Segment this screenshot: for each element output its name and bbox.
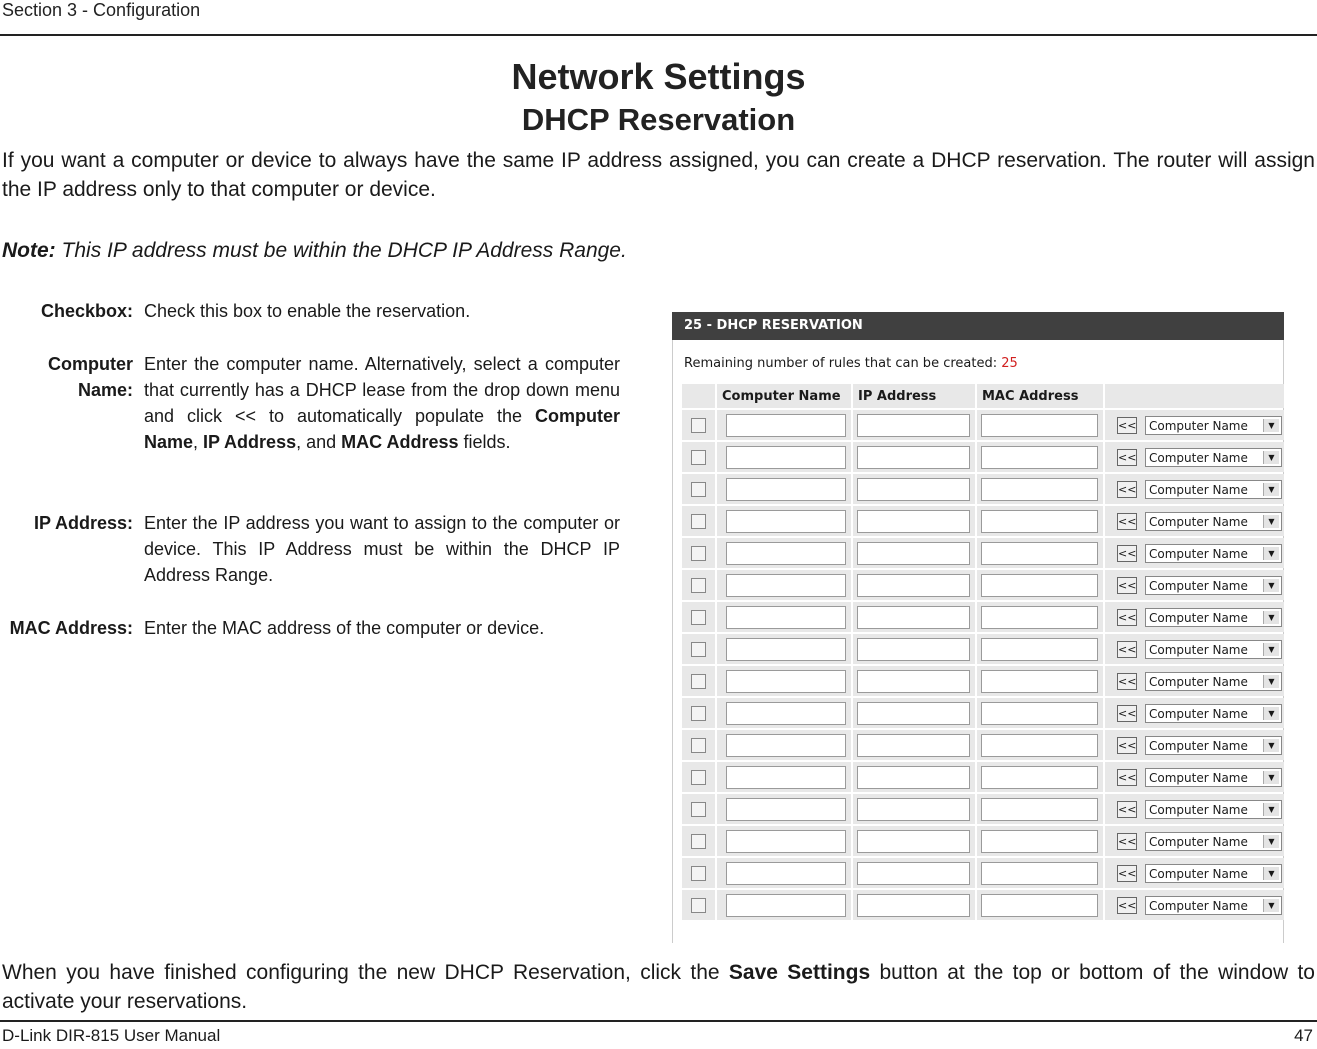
table-row [682,410,1284,440]
ip-address-input[interactable] [857,446,970,469]
bottom-divider [0,1020,1317,1022]
computer-name-cell [717,602,851,632]
copy-select-group [1105,768,1284,787]
select-value: Computer Name [1149,514,1248,529]
ip-address-input[interactable] [857,574,970,597]
chevron-down-icon: ▼ [1263,611,1279,624]
enable-checkbox[interactable] [691,706,706,721]
computer-name-select[interactable] [1145,864,1282,883]
chevron-down-icon: ▼ [1263,707,1279,720]
copy-select-group [1105,640,1284,659]
select-value: Computer Name [1149,418,1248,433]
copy-select-group [1105,512,1284,531]
computer-name-cell [717,410,851,440]
ip-address-cell [853,858,975,888]
enable-checkbox[interactable] [691,578,706,593]
ip-address-cell [853,826,975,856]
table-row [682,698,1284,728]
mac-address-input[interactable] [981,766,1098,789]
computer-name-select[interactable] [1145,416,1282,435]
select-cell [1105,570,1284,600]
definition-desc: Check this box to enable the reservation. [144,301,471,321]
ip-address-input[interactable] [857,766,970,789]
mac-address-input[interactable] [981,862,1098,885]
select-value: Computer Name [1149,642,1248,657]
table-row [682,794,1284,824]
copy-select-group [1105,736,1284,755]
footer-manual-title: D-Link DIR-815 User Manual [2,1026,221,1045]
copy-select-group [1105,480,1284,499]
ip-address-cell [853,442,975,472]
ip-address-cell [853,666,975,696]
ip-address-input[interactable] [857,670,970,693]
computer-name-select[interactable] [1145,736,1282,755]
enable-checkbox[interactable] [691,514,706,529]
enable-checkbox[interactable] [691,802,706,817]
remaining-count: 25 [1001,356,1018,371]
ip-address-cell [853,602,975,632]
ip-address-cell [853,634,975,664]
ip-address-input[interactable] [857,798,970,821]
select-value: Computer Name [1149,578,1248,593]
mac-address-input[interactable] [981,638,1098,661]
computer-name-select[interactable] [1145,448,1282,467]
section-header: Section 3 - Configuration [2,0,201,20]
copy-select-group [1105,608,1284,627]
computer-name-select[interactable] [1145,768,1282,787]
mac-address-cell [977,442,1103,472]
mac-address-cell [977,634,1103,664]
computer-name-input[interactable] [726,638,846,661]
enable-checkbox[interactable] [691,866,706,881]
enable-cell [682,474,715,504]
mac-address-input[interactable] [981,734,1098,757]
computer-name-input[interactable] [726,862,846,885]
definition-term: IP Address: [33,513,133,533]
computer-name-input[interactable] [726,478,846,501]
computer-name-input[interactable] [726,766,846,789]
mac-address-cell [977,730,1103,760]
ip-address-input[interactable] [857,734,970,757]
column-header-computer-name: Computer Name [717,384,851,408]
copy-to-fields-button[interactable]: << [1118,770,1137,784]
chevron-down-icon: ▼ [1263,547,1279,560]
enable-checkbox[interactable] [691,834,706,849]
mac-address-input[interactable] [981,574,1098,597]
computer-name-select[interactable] [1145,672,1282,691]
computer-name-cell [717,858,851,888]
copy-to-fields-button[interactable]: << [1118,514,1137,528]
remaining-rules [673,340,1283,382]
table-row [682,890,1284,920]
column-header-enable [682,384,715,408]
desc-bold: IP Address [203,432,297,452]
select-value: Computer Name [1149,674,1248,689]
select-value: Computer Name [1149,610,1248,625]
table-row [682,730,1284,760]
definition-desc: Enter the MAC address of the computer or device. [144,618,545,638]
enable-checkbox[interactable] [691,738,706,753]
copy-to-fields-button[interactable]: << [1118,450,1137,464]
ip-address-input[interactable] [857,510,970,533]
computer-name-input[interactable] [726,542,846,565]
enable-cell [682,506,715,536]
ip-address-cell [853,538,975,568]
computer-name-cell [717,730,851,760]
enable-cell [682,634,715,664]
column-header-select [1105,384,1284,408]
computer-name-select[interactable] [1145,512,1282,531]
select-value: Computer Name [1149,450,1248,465]
definition-desc [144,351,620,455]
select-value: Computer Name [1149,482,1248,497]
ip-address-input[interactable] [857,542,970,565]
copy-select-group [1105,448,1284,467]
select-cell [1105,858,1284,888]
chevron-down-icon: ▼ [1263,771,1279,784]
enable-cell [682,602,715,632]
mac-address-cell [977,762,1103,792]
computer-name-input[interactable] [726,702,846,725]
computer-name-cell [717,762,851,792]
select-value: Computer Name [1149,834,1248,849]
enable-cell [682,538,715,568]
definition-term [0,351,133,403]
copy-select-group [1105,864,1284,883]
select-cell [1105,826,1284,856]
copy-to-fields-button[interactable]: << [1118,546,1137,560]
select-cell [1105,538,1284,568]
mac-address-cell [977,474,1103,504]
table-row [682,570,1284,600]
select-value: Computer Name [1149,770,1248,785]
table-row [682,506,1284,536]
copy-to-fields-button[interactable]: << [1118,834,1137,848]
mac-address-input[interactable] [981,606,1098,629]
mac-address-cell [977,538,1103,568]
copy-to-fields-button[interactable]: << [1118,578,1137,592]
enable-checkbox[interactable] [691,610,706,625]
select-cell [1105,474,1284,504]
computer-name-select[interactable] [1145,800,1282,819]
desc-bold: Computer Name [144,406,620,452]
ip-address-input[interactable] [857,830,970,853]
chevron-down-icon: ▼ [1263,483,1279,496]
computer-name-input[interactable] [726,510,846,533]
computer-name-cell [717,826,851,856]
table-header-row [682,384,1284,408]
enable-cell [682,410,715,440]
intro-paragraph: If you want a computer or device to always have the same IP address assigned, you can create a DHCP reservation. The router will assign the IP address only to that computer or device. [2,149,1315,201]
copy-to-fields-button[interactable]: << [1118,642,1137,656]
copy-to-fields-button[interactable]: << [1118,418,1137,432]
computer-name-cell [717,506,851,536]
computer-name-select[interactable] [1145,608,1282,627]
computer-name-input[interactable] [726,446,846,469]
chevron-down-icon: ▼ [1263,579,1279,592]
term-line: Computer [48,354,133,374]
ip-address-cell [853,506,975,536]
computer-name-cell [717,634,851,664]
chevron-down-icon: ▼ [1263,515,1279,528]
computer-name-cell [717,570,851,600]
select-cell [1105,410,1284,440]
mac-address-input[interactable] [981,446,1098,469]
select-cell [1105,666,1284,696]
copy-to-fields-button[interactable]: << [1118,610,1137,624]
copy-select-group [1105,672,1284,691]
computer-name-input[interactable] [726,830,846,853]
copy-to-fields-button[interactable]: << [1118,866,1137,880]
computer-name-select[interactable] [1145,544,1282,563]
copy-select-group [1105,416,1284,435]
select-value: Computer Name [1149,706,1248,721]
select-cell [1105,634,1284,664]
enable-cell [682,666,715,696]
enable-checkbox[interactable] [691,450,706,465]
mac-address-cell [977,826,1103,856]
computer-name-input[interactable] [726,670,846,693]
mac-address-cell [977,570,1103,600]
enable-checkbox[interactable] [691,898,706,913]
enable-checkbox[interactable] [691,674,706,689]
copy-select-group [1105,544,1284,563]
table-row [682,602,1284,632]
enable-cell [682,442,715,472]
copy-to-fields-button[interactable]: << [1118,706,1137,720]
ip-address-cell [853,474,975,504]
computer-name-input[interactable] [726,798,846,821]
page-subtitle: DHCP Reservation [521,102,796,137]
copy-to-fields-button[interactable]: << [1118,898,1137,912]
mac-address-cell [977,506,1103,536]
chevron-down-icon: ▼ [1263,419,1279,432]
enable-cell [682,730,715,760]
ip-address-cell [853,410,975,440]
select-value: Computer Name [1149,898,1248,913]
enable-cell [682,698,715,728]
table-row [682,474,1284,504]
remaining-label: Remaining number of rules that can be created: [684,356,998,371]
select-value: Computer Name [1149,546,1248,561]
summary-paragraph [2,958,1315,1016]
chevron-down-icon: ▼ [1263,451,1279,464]
computer-name-cell [717,442,851,472]
chevron-down-icon: ▼ [1263,835,1279,848]
enable-checkbox[interactable] [691,642,706,657]
copy-to-fields-button[interactable]: << [1118,674,1137,688]
summary-text: button at the top or bottom of the window to activate your reservations. [2,961,1315,1013]
note-label: Note: [2,239,56,262]
select-value: Computer Name [1149,802,1248,817]
enable-checkbox[interactable] [691,770,706,785]
select-value: Computer Name [1149,738,1248,753]
chevron-down-icon: ▼ [1263,643,1279,656]
panel-heading: 25 - DHCP RESERVATION [672,312,1284,340]
definition-term: MAC Address: [9,618,133,638]
copy-to-fields-button[interactable]: << [1118,738,1137,752]
ip-address-cell [853,890,975,920]
enable-cell [682,794,715,824]
enable-checkbox[interactable] [691,546,706,561]
top-divider [0,34,1317,36]
ip-address-input[interactable] [857,478,970,501]
table-row [682,442,1284,472]
ip-address-input[interactable] [857,894,970,917]
computer-name-input[interactable] [726,894,846,917]
definition-desc: Enter the IP address you want to assign to the computer or device. This IP Address must be within the DHCP IP Address Range. [144,513,620,585]
table-row [682,634,1284,664]
ip-address-cell [853,730,975,760]
chevron-down-icon: ▼ [1263,739,1279,752]
computer-name-cell [717,794,851,824]
ip-address-cell [853,698,975,728]
enable-cell [682,570,715,600]
page-title: Network Settings [511,56,806,97]
ip-address-cell [853,570,975,600]
enable-cell [682,890,715,920]
computer-name-select[interactable] [1145,704,1282,723]
save-settings-ref: Save Settings [728,961,871,984]
copy-to-fields-button[interactable]: << [1118,802,1137,816]
table-row [682,538,1284,568]
chevron-down-icon: ▼ [1263,867,1279,880]
mac-address-input[interactable] [981,510,1098,533]
computer-name-cell [717,538,851,568]
select-cell [1105,506,1284,536]
column-header-ip-address: IP Address [853,384,975,408]
ip-address-input[interactable] [857,414,970,437]
select-cell [1105,730,1284,760]
enable-checkbox[interactable] [691,418,706,433]
chevron-down-icon: ▼ [1263,803,1279,816]
enable-cell [682,762,715,792]
table-row [682,666,1284,696]
ip-address-input[interactable] [857,862,970,885]
mac-address-input[interactable] [981,414,1098,437]
desc-text: , [193,432,204,452]
computer-name-select[interactable] [1145,576,1282,595]
copy-select-group [1105,832,1284,851]
select-value: Computer Name [1149,866,1248,881]
mac-address-cell [977,666,1103,696]
computer-name-cell [717,474,851,504]
ip-address-input[interactable] [857,638,970,661]
ip-address-cell [853,762,975,792]
table-row [682,762,1284,792]
select-cell [1105,890,1284,920]
chevron-down-icon: ▼ [1263,675,1279,688]
mac-address-cell [977,794,1103,824]
select-cell [1105,442,1284,472]
computer-name-select[interactable] [1145,832,1282,851]
chevron-down-icon: ▼ [1263,899,1279,912]
computer-name-select[interactable] [1145,896,1282,915]
copy-select-group [1105,800,1284,819]
mac-address-cell [977,890,1103,920]
computer-name-input[interactable] [726,606,846,629]
enable-checkbox[interactable] [691,482,706,497]
desc-bold: MAC Address [341,432,459,452]
column-header-mac-address: MAC Address [977,384,1103,408]
mac-address-input[interactable] [981,670,1098,693]
mac-address-input[interactable] [981,542,1098,565]
computer-name-input[interactable] [726,574,846,597]
mac-address-input[interactable] [981,702,1098,725]
term-line: Name: [77,380,133,400]
ip-address-input[interactable] [857,606,970,629]
copy-to-fields-button[interactable]: << [1118,482,1137,496]
copy-select-group [1105,704,1284,723]
select-cell [1105,762,1284,792]
mac-address-input[interactable] [981,830,1098,853]
ip-address-input[interactable] [857,702,970,725]
mac-address-cell [977,602,1103,632]
reservation-table [680,382,1284,922]
dhcp-reservation-panel [672,312,1284,943]
ip-address-cell [853,794,975,824]
computer-name-select[interactable] [1145,480,1282,499]
computer-name-select[interactable] [1145,640,1282,659]
computer-name-cell [717,698,851,728]
select-cell [1105,698,1284,728]
summary-text: When you have finished configuring the new DHCP Reservation, click the [2,961,729,984]
note-text: This IP address must be within the DHCP IP Address Range. [61,239,627,262]
table-row [682,826,1284,856]
definition-term: Checkbox: [40,301,133,321]
computer-name-input[interactable] [726,734,846,757]
mac-address-cell [977,698,1103,728]
mac-address-input[interactable] [981,894,1098,917]
enable-cell [682,858,715,888]
mac-address-cell [977,410,1103,440]
computer-name-input[interactable] [726,414,846,437]
copy-select-group [1105,576,1284,595]
desc-text: , and [296,432,342,452]
select-cell [1105,602,1284,632]
mac-address-input[interactable] [981,798,1098,821]
computer-name-cell [717,890,851,920]
computer-name-cell [717,666,851,696]
desc-text: Enter the computer name. Alternatively, select a computer that currently has a DHCP lease from the drop down menu and click << to automatically populate the [144,354,620,426]
table-row [682,858,1284,888]
desc-text: fields. [458,432,511,452]
page-number: 47 [1294,1026,1313,1045]
note-paragraph [2,236,1315,265]
enable-cell [682,826,715,856]
select-cell [1105,794,1284,824]
mac-address-cell [977,858,1103,888]
mac-address-input[interactable] [981,478,1098,501]
copy-select-group [1105,896,1284,915]
